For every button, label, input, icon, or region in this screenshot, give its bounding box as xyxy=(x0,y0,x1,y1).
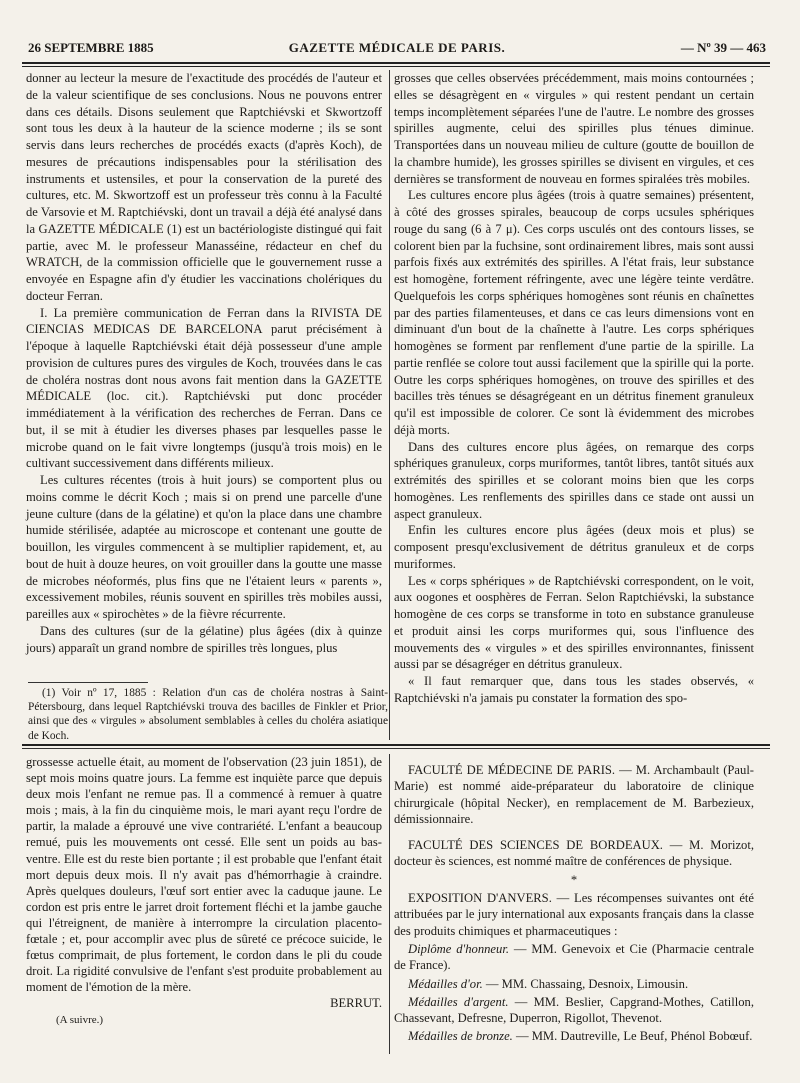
news-item: EXPOSITION D'ANVERS. — Les récompenses suivantes ont été attribuées par le jury international aux exposants français dans la classe des produits chimiques et pharmaceutiques : xyxy=(394,891,754,938)
to-be-continued: (A suivre.) xyxy=(56,1013,104,1026)
footnote-rule xyxy=(28,682,148,683)
award-item: Diplôme d'honneur. — MM. Genevoix et Cie (Pharmacie centrale de France). xyxy=(394,941,754,973)
case-report-column xyxy=(26,754,382,1028)
paragraph: I. La première communication de Ferran dans la RIVISTA DE CIENCIAS MEDICAS DE BARCELONA parut précisément à l'époque à laquelle Raptchiévski était déjà possesseur d'une ample provision de cultures pures des virgules de Koch, trouvées dans le cas de choléra nostras dont nous avons fait mention dans la GAZETTE MÉDICALE (loc. cit.). Raptchiévski put donc procéder immédiatement à la vérification des recherches de Ferran. Dans ce but, il se mit à étudier les diverses phases par lesquelles passe le microbe quand on le fait vivre longtemps (jusqu'à trois mois) en le cultivant successivement dans différents milieux. xyxy=(26,305,382,471)
article-right-column xyxy=(394,70,754,707)
award-label: Médailles d'argent. xyxy=(408,994,509,1009)
issue-page-number: — Nº 39 — 463 xyxy=(680,40,766,55)
news-column xyxy=(394,762,754,1047)
column-divider-bottom xyxy=(389,754,390,1054)
award-label: Médailles de bronze. xyxy=(408,1029,513,1044)
paragraph: Les « corps sphériques » de Raptchiévski correspondent, on le voit, aux oogones et oosphères de Ferran. Selon Raptchiévski, la substance homogène de ces corps se transforme in toto en substance granuleuse et produit ainsi les corps muriformes qui, sous l'influence des mouvements des « virgules » et des spirilles environnantes, finissent aussi par se désagréger en détritus granuleux. xyxy=(394,573,754,672)
footnote xyxy=(28,686,388,743)
news-item: FACULTÉ DES SCIENCES DE BORDEAUX. — M. Morizot, docteur ès sciences, est nommé maître de conférences de physique. xyxy=(394,838,755,869)
award-label: Médailles d'or. xyxy=(408,976,483,991)
section-separator-thin xyxy=(22,748,770,749)
news-item: FACULTÉ DE MÉDECINE DE PARIS. — M. Archambault (Paul-Marie) est nommé aide-préparateur du laboratoire de clinique chirurgicale (hôpital Necker), en remplacement de M. Barbezieux, démissionnaire. xyxy=(394,763,755,826)
award-item: Médailles d'argent. — MM. Beslier, Capgrand-Mothes, Catillon, Chassevant, Defresne, Duperron, Rigollot, Thevenot. xyxy=(394,994,754,1026)
award-item: Médailles de bronze. — MM. Dautreville, Le Beuf, Phénol Bobœuf. xyxy=(408,1029,753,1044)
author-signature: BERRUT. xyxy=(330,996,382,1011)
header-rule xyxy=(22,62,770,64)
news-heading: EXPOSITION D'ANVERS. xyxy=(408,891,552,906)
journal-title: GAZETTE MÉDICALE DE PARIS. xyxy=(288,40,506,55)
paragraph: donner au lecteur la mesure de l'exactitude des procédés de l'auteur et de la valeur scientifique de ses conclusions. Nous ne pouvons entrer dans ces détails. Disons seulement que Raptchiévski et Skwortzoff sont tous les deux à la hauteur de la science moderne ; ils se sont servis dans leurs recherches de procédés exacts (d'après Koch), de mesures de précautions indispensables pour la stérilisation des instruments et ustensiles, et pour la conservation de la pureté des cultures, etc. M. Skwortzoff est un professeur très connu à la Faculté de Varsovie et M. Raptchiévski, dont un travail a déjà été analysé dans la GAZETTE MÉDICALE (1) est un bactériologiste distingué qui fait partie, avec M. le professeur Manasséine, rédacteur en chef du WRATCH, de la commission officielle que le gouvernement russe a envoyée en Espagne afin d'y étudier les vaccinations cholériques du docteur Ferran. xyxy=(26,71,382,303)
header-rule-thin xyxy=(22,66,770,67)
star-separator: * xyxy=(570,872,578,887)
issue-date: 26 SEPTEMBRE 1885 xyxy=(28,40,154,55)
paragraph: Les cultures récentes (trois à huit jours) se comportent plus ou moins comme le décrit Koch ; mais si on prend une parcelle d'une jeune culture (dans de la gélatine) et qu'on la place dans une chambre humide stérilisée, adaptée au microscope et contenant une goutte de bouillon, les virgules commencent à se multiplier rapidement, et, au bout de huit à douze heures, on voit grouiller dans la goutte une masse de microbes néoformés, plus fins que ne l'étaient leurs « parents », excessivement mobiles, réunis souvent en spirilles très mobiles aussi, pareilles aux « spirochètes » de la fièvre récurrente. xyxy=(26,473,382,621)
paragraph: Dans des cultures encore plus âgées, on remarque des corps sphériques granuleux, corps muriformes, tantôt libres, tantôt situés aux extrémités des spirilles et se colorant moins bien que les corps homogènes. Les renflements des spirilles dans ce stade ont aussi un aspect granuleux. xyxy=(394,439,754,521)
paragraph: grosses que celles observées précédemment, mais moins contournées ; elles se désagrègent en « virgules » qui restent pendant un certain temps incomplètement séparées l'une de l'autre. Le nombre des grosses spirilles augmente, celui des spirilles plus ténues diminue. Transportées dans un nouveau milieu de culture (goutte de bouillon de la chambre humide), les grosses spirilles se divisent en virgules, et ces dernières se transforment de nouveau en formes spiralées très mobiles. xyxy=(394,71,754,186)
paragraph: Enfin les cultures encore plus âgées (deux mois et plus) se composent presqu'exclusivement de détritus granuleux et de corps muriformes. xyxy=(394,523,754,571)
column-divider xyxy=(389,70,390,740)
paragraph: Les cultures encore plus âgées (trois à quatre semaines) présentent, à côté des grosses spirales, beaucoup de corps ucsules sphériques rouge du sang (6 à 7 μ). Ces corps usculés ont des contours lisses, se colorent bien par la fuchsine, sont ordinairement libres, mais sont aussi parfois fixés aux extrémités des spirilles. A l'état frais, leur substance est homogène, fortement réfringente, avec une légère teinte verdâtre. Quelquefois les corps sphériques homogènes sont réunis en chaînettes par des parties filamenteuses, et dans ce cas leurs dimensions vont en diminuant d'un bout de la chaînette à l'autre. Les corps sphériques homogènes se forment par renflement d'une partie de la spirille. La partie renflée se colore tout aussi facilement que la spirille qui la porte. Outre les corps sphériques homogènes, on trouve des spirilles et des bacilles très ténues se désagrégeant en un détritus finement granuleux qu'il est impossible de colorer. Ce sont là évidemment des microbes déjà morts. xyxy=(394,188,754,437)
news-heading: FACULTÉ DE MÉDECINE DE PARIS. xyxy=(408,763,616,777)
page-header xyxy=(28,40,766,58)
article-left-column xyxy=(26,70,382,656)
news-heading: FACULTÉ DES SCIENCES DE BORDEAUX. xyxy=(408,838,663,853)
paragraph: Dans des cultures (sur de la gélatine) plus âgées (dix à quinze jours) apparaît un grand nombre de spirilles très longues, plus xyxy=(26,623,382,655)
award-label: Diplôme d'honneur. xyxy=(408,941,509,956)
section-separator xyxy=(22,744,770,746)
paragraph: « Il faut remarquer que, dans tous les stades observés, « Raptchiévski n'a jamais pu constater la formation des spo- xyxy=(394,674,754,705)
footnote-text: (1) Voir nº 17, 1885 : Relation d'un cas de choléra nostras à Saint-Pétersbourg, dans lequel Raptchiévski trouva des bacilles de Finkler et Prior, ainsi que des « virgules » absolument semblables à celles du choléra asiatique de Koch. xyxy=(28,687,388,742)
paragraph: grossesse actuelle était, au moment de l'observation (23 juin 1851), de sept mois moins quatre jours. La femme est inquiète parce que depuis deux mois l'enfant ne remue pas. Il a commencé à remuer à quatre mois ; mais, à la fin du cinquième mois, le mari ayant reçu l'ordre de partir, la malade a éprouvé une vive contrariété. L'enfant a beaucoup remué, puis les mouvements ont cessé. Elle sent un poids au bas-ventre. Elle est du reste bien portante ; il est probable que l'enfant était mort depuis deux mois. Il n'y avait pas d'hémorrhagie à craindre. Après quelques douleurs, l'œuf sort entier avec la caduque jaune. Le cordon est pris entre le jarret droit fortement fléchi et la jambe gauche qui l'étreignent, de manière à interrompre la circulation placento-fœtale ; et, pour accomplir avec plus de sûreté ce précoce suicide, le fœtus comprimait, de plus fortement, le cordon dans le pli du coude droit. La rigidité convulsive de l'enfant s'est produite probablement au moment de l'émotion de la mère. xyxy=(26,755,382,995)
award-item: Médailles d'or. — MM. Chassaing, Desnoix, Limousin. xyxy=(408,976,689,991)
